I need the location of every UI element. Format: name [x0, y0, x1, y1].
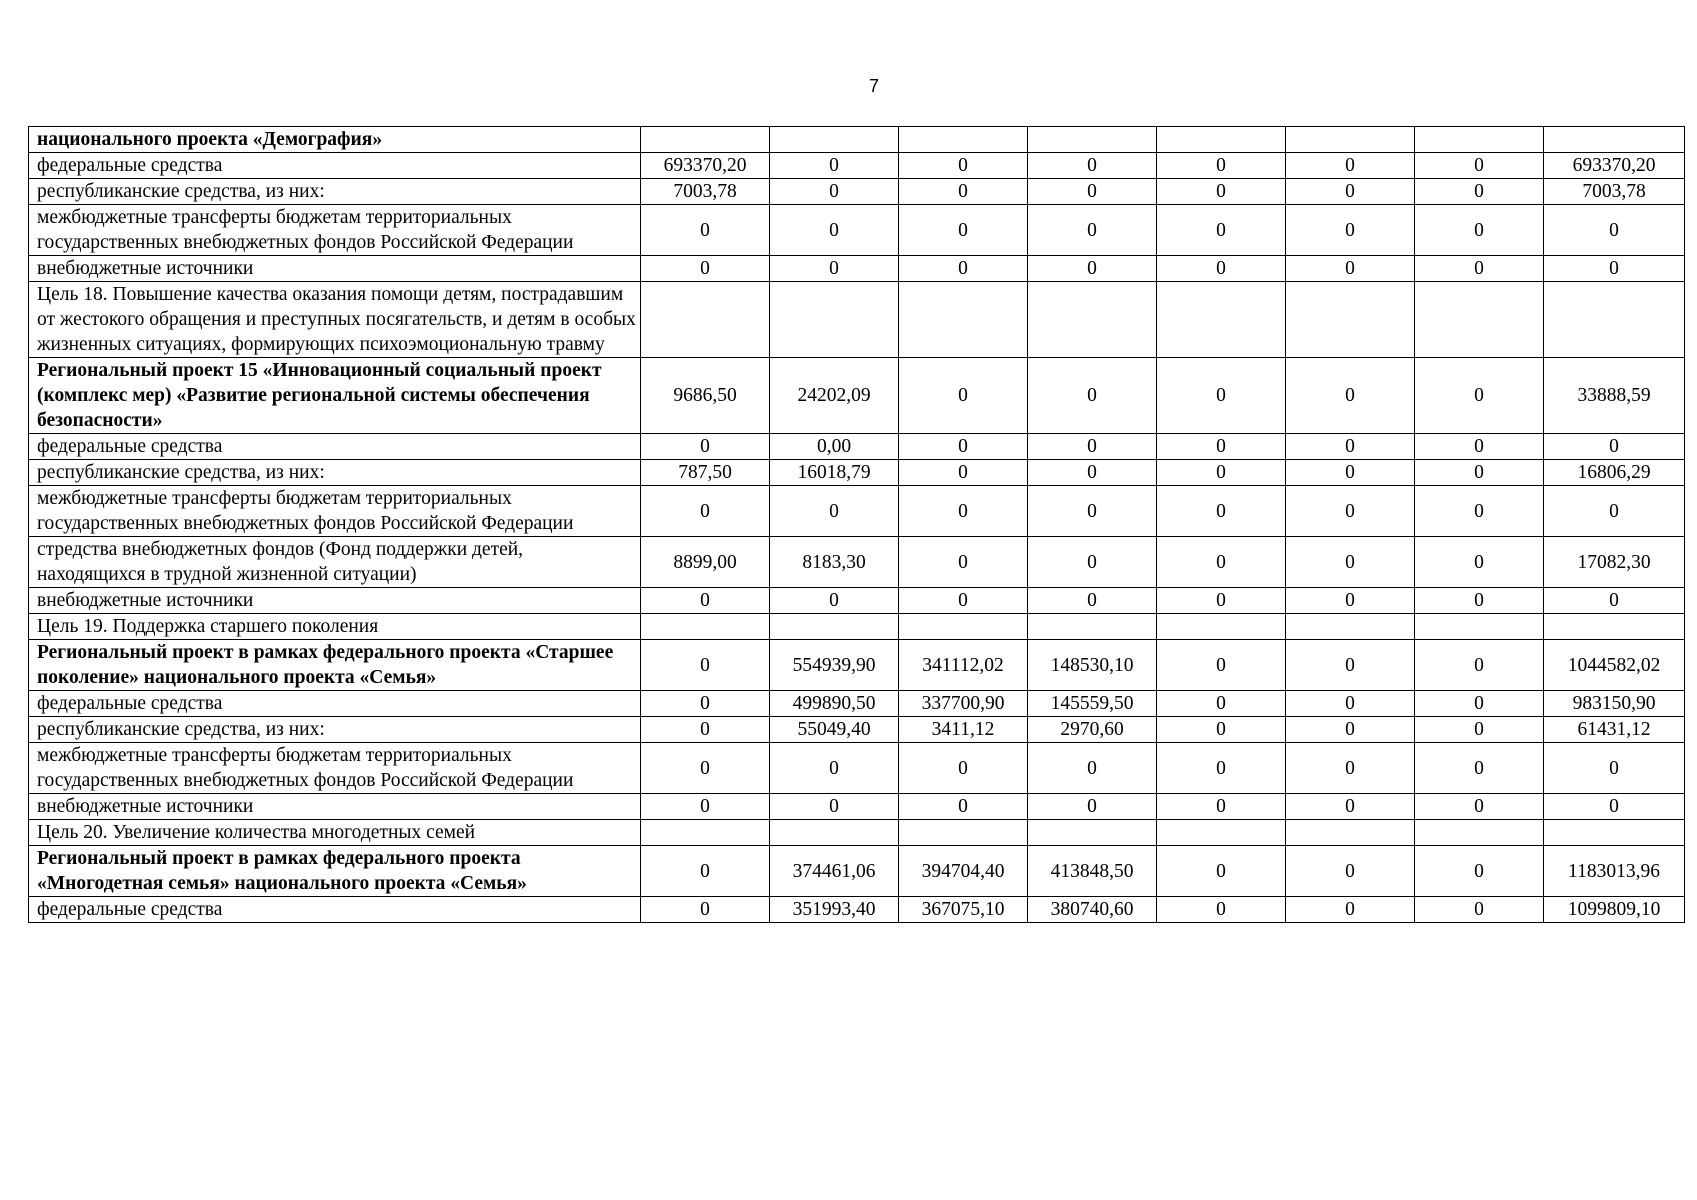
row-value-cell: 0 [1286, 691, 1415, 717]
row-label: Региональный проект 15 «Инновационный социальный проект (комплекс мер) «Развитие региональной системы обеспечения безопасности» [29, 358, 641, 434]
row-value-cell: 0 [1415, 897, 1544, 923]
row-value-cell: 0 [641, 794, 770, 820]
row-value-cell: 0 [1415, 588, 1544, 614]
row-value-cell: 0 [1415, 717, 1544, 743]
row-value-cell [641, 282, 770, 358]
row-label: стредства внебюджетных фондов (Фонд поддержки детей, находящихся в трудной жизненной ситуации) [29, 537, 641, 588]
row-label: Цель 20. Увеличение количества многодетных семей [29, 820, 641, 846]
table-row [29, 820, 1685, 846]
row-value-cell: 0 [770, 153, 899, 179]
row-value-cell: 367075,10 [899, 897, 1028, 923]
row-value-cell [1415, 282, 1544, 358]
row-value-cell: 0 [641, 717, 770, 743]
row-label: внебюджетные источники [29, 256, 641, 282]
table-row [29, 717, 1685, 743]
row-total-cell: 0 [1544, 588, 1685, 614]
row-value-cell: 7003,78 [641, 179, 770, 205]
row-value-cell [899, 614, 1028, 640]
row-value-cell: 0 [1286, 537, 1415, 588]
row-value-cell [1415, 820, 1544, 846]
table-row [29, 460, 1685, 486]
table-row [29, 897, 1685, 923]
row-value-cell: 0 [770, 205, 899, 256]
row-value-cell [1028, 282, 1157, 358]
row-value-cell: 0 [1286, 358, 1415, 434]
row-value-cell: 0 [770, 486, 899, 537]
row-total-cell: 1183013,96 [1544, 846, 1685, 897]
row-total-cell: 0 [1544, 486, 1685, 537]
row-label: федеральные средства [29, 153, 641, 179]
row-value-cell: 0 [1415, 794, 1544, 820]
table-row [29, 588, 1685, 614]
row-value-cell: 0 [1415, 537, 1544, 588]
row-value-cell: 0 [1157, 794, 1286, 820]
row-value-cell: 0 [1415, 486, 1544, 537]
row-value-cell: 0 [641, 691, 770, 717]
row-value-cell: 0 [1157, 640, 1286, 691]
row-value-cell: 0 [899, 205, 1028, 256]
row-label: внебюджетные источники [29, 588, 641, 614]
row-value-cell [1286, 614, 1415, 640]
table-row [29, 153, 1685, 179]
row-value-cell: 0 [1157, 256, 1286, 282]
row-total-cell: 1044582,02 [1544, 640, 1685, 691]
row-label: республиканские средства, из них: [29, 179, 641, 205]
row-value-cell [899, 282, 1028, 358]
row-label: федеральные средства [29, 691, 641, 717]
page-number: 7 [868, 76, 879, 96]
row-value-cell: 0 [1286, 897, 1415, 923]
row-value-cell: 0 [1157, 486, 1286, 537]
row-value-cell: 0 [1415, 846, 1544, 897]
row-value-cell: 3411,12 [899, 717, 1028, 743]
row-value-cell [1286, 282, 1415, 358]
row-value-cell [1157, 282, 1286, 358]
row-value-cell: 0 [641, 205, 770, 256]
row-value-cell: 413848,50 [1028, 846, 1157, 897]
row-value-cell: 0 [1286, 486, 1415, 537]
row-value-cell [1157, 614, 1286, 640]
row-value-cell [1028, 127, 1157, 153]
row-total-cell: 0 [1544, 256, 1685, 282]
row-label: межбюджетные трансферты бюджетам территориальных государственных внебюджетных фондов Российской Федерации [29, 486, 641, 537]
row-value-cell: 16018,79 [770, 460, 899, 486]
table-row [29, 205, 1685, 256]
row-label: Региональный проект в рамках федерального проекта «Многодетная семья» национального проекта «Семья» [29, 846, 641, 897]
row-value-cell: 0 [899, 537, 1028, 588]
row-value-cell: 0 [1415, 640, 1544, 691]
row-value-cell: 0,00 [770, 434, 899, 460]
row-value-cell: 0 [1286, 434, 1415, 460]
row-value-cell: 0 [1028, 537, 1157, 588]
row-value-cell: 0 [1157, 897, 1286, 923]
row-value-cell: 0 [641, 897, 770, 923]
row-value-cell: 0 [1157, 691, 1286, 717]
row-value-cell: 0 [770, 743, 899, 794]
row-value-cell: 0 [1286, 794, 1415, 820]
row-value-cell: 0 [1157, 179, 1286, 205]
row-value-cell: 0 [899, 794, 1028, 820]
row-value-cell: 0 [770, 256, 899, 282]
row-value-cell: 2970,60 [1028, 717, 1157, 743]
row-value-cell: 0 [1286, 640, 1415, 691]
row-total-cell: 0 [1544, 794, 1685, 820]
row-total-cell [1544, 820, 1685, 846]
table-row [29, 846, 1685, 897]
row-value-cell: 0 [1286, 743, 1415, 794]
table-row [29, 614, 1685, 640]
budget-table [28, 126, 1685, 923]
row-total-cell: 0 [1544, 205, 1685, 256]
row-value-cell: 0 [1028, 205, 1157, 256]
row-value-cell: 0 [899, 434, 1028, 460]
table-row [29, 179, 1685, 205]
table-row [29, 691, 1685, 717]
row-value-cell: 0 [641, 640, 770, 691]
row-value-cell: 337700,90 [899, 691, 1028, 717]
row-value-cell: 0 [1415, 256, 1544, 282]
row-value-cell: 380740,60 [1028, 897, 1157, 923]
row-value-cell [899, 820, 1028, 846]
row-total-cell [1544, 614, 1685, 640]
row-value-cell [770, 282, 899, 358]
row-label: республиканские средства, из них: [29, 717, 641, 743]
table-row [29, 537, 1685, 588]
row-value-cell: 0 [899, 486, 1028, 537]
row-value-cell: 0 [1157, 846, 1286, 897]
row-value-cell: 0 [1415, 358, 1544, 434]
row-value-cell: 0 [899, 179, 1028, 205]
row-value-cell [1286, 127, 1415, 153]
row-value-cell [770, 614, 899, 640]
row-total-cell: 17082,30 [1544, 537, 1685, 588]
row-value-cell: 148530,10 [1028, 640, 1157, 691]
row-value-cell: 0 [1028, 153, 1157, 179]
row-value-cell: 0 [1415, 460, 1544, 486]
row-value-cell [1157, 127, 1286, 153]
row-value-cell: 0 [1028, 743, 1157, 794]
row-value-cell: 0 [1286, 588, 1415, 614]
row-value-cell: 0 [1157, 588, 1286, 614]
row-value-cell [770, 820, 899, 846]
row-value-cell: 0 [899, 743, 1028, 794]
row-value-cell: 0 [770, 588, 899, 614]
row-value-cell: 0 [1157, 153, 1286, 179]
row-value-cell: 0 [1157, 460, 1286, 486]
row-total-cell: 61431,12 [1544, 717, 1685, 743]
row-total-cell: 693370,20 [1544, 153, 1685, 179]
row-value-cell: 499890,50 [770, 691, 899, 717]
row-value-cell: 0 [899, 588, 1028, 614]
table-row [29, 256, 1685, 282]
row-total-cell: 7003,78 [1544, 179, 1685, 205]
row-value-cell [641, 614, 770, 640]
row-value-cell [1157, 820, 1286, 846]
row-value-cell [1415, 127, 1544, 153]
row-value-cell: 0 [1157, 205, 1286, 256]
table-row [29, 486, 1685, 537]
row-label: Региональный проект в рамках федерального проекта «Старшее поколение» национального проекта «Семья» [29, 640, 641, 691]
row-total-cell [1544, 127, 1685, 153]
row-label: Цель 19. Поддержка старшего поколения [29, 614, 641, 640]
row-value-cell: 0 [770, 794, 899, 820]
row-value-cell: 0 [1286, 256, 1415, 282]
row-value-cell: 0 [1028, 486, 1157, 537]
row-total-cell: 0 [1544, 743, 1685, 794]
row-value-cell: 0 [1286, 846, 1415, 897]
row-value-cell: 24202,09 [770, 358, 899, 434]
row-value-cell: 0 [1415, 205, 1544, 256]
row-value-cell: 0 [641, 588, 770, 614]
row-value-cell [641, 820, 770, 846]
row-value-cell: 0 [899, 358, 1028, 434]
table-row [29, 127, 1685, 153]
table-row [29, 640, 1685, 691]
table-row [29, 743, 1685, 794]
row-value-cell [770, 127, 899, 153]
row-value-cell: 0 [1415, 743, 1544, 794]
row-value-cell: 0 [770, 179, 899, 205]
row-label: федеральные средства [29, 434, 641, 460]
row-value-cell: 554939,90 [770, 640, 899, 691]
row-value-cell [899, 127, 1028, 153]
row-total-cell [1544, 282, 1685, 358]
row-value-cell: 0 [1028, 794, 1157, 820]
row-value-cell: 0 [1286, 460, 1415, 486]
row-value-cell: 351993,40 [770, 897, 899, 923]
row-value-cell: 0 [1286, 153, 1415, 179]
row-value-cell: 0 [1415, 434, 1544, 460]
row-value-cell: 0 [1286, 179, 1415, 205]
row-value-cell: 0 [1157, 358, 1286, 434]
row-value-cell: 0 [1157, 434, 1286, 460]
row-value-cell: 374461,06 [770, 846, 899, 897]
row-value-cell: 0 [899, 256, 1028, 282]
row-label: межбюджетные трансферты бюджетам территориальных государственных внебюджетных фондов Российской Федерации [29, 205, 641, 256]
row-value-cell: 0 [899, 153, 1028, 179]
row-value-cell [1028, 820, 1157, 846]
row-value-cell: 0 [1415, 153, 1544, 179]
row-value-cell: 0 [1028, 358, 1157, 434]
row-label: межбюджетные трансферты бюджетам территориальных государственных внебюджетных фондов Российской Федерации [29, 743, 641, 794]
row-value-cell: 9686,50 [641, 358, 770, 434]
row-value-cell: 8183,30 [770, 537, 899, 588]
row-value-cell: 0 [641, 743, 770, 794]
row-total-cell: 33888,59 [1544, 358, 1685, 434]
row-label: национального проекта «Демография» [29, 127, 641, 153]
row-value-cell: 0 [1415, 179, 1544, 205]
row-value-cell: 0 [1028, 460, 1157, 486]
row-label: федеральные средства [29, 897, 641, 923]
row-label: внебюджетные источники [29, 794, 641, 820]
row-value-cell [1028, 614, 1157, 640]
row-label: Цель 18. Повышение качества оказания помощи детям, пострадавшим от жестокого обращения и преступных посягательств, и детям в особых жизненных ситуациях, формирующих психоэмоциональную травму [29, 282, 641, 358]
table-row [29, 434, 1685, 460]
row-value-cell: 341112,02 [899, 640, 1028, 691]
row-value-cell: 0 [1286, 205, 1415, 256]
row-value-cell: 0 [1415, 691, 1544, 717]
row-value-cell: 0 [641, 434, 770, 460]
row-total-cell: 1099809,10 [1544, 897, 1685, 923]
row-value-cell: 0 [1157, 537, 1286, 588]
row-value-cell: 0 [1028, 179, 1157, 205]
row-value-cell [1415, 614, 1544, 640]
row-value-cell [1286, 820, 1415, 846]
row-value-cell: 394704,40 [899, 846, 1028, 897]
row-value-cell: 0 [1286, 717, 1415, 743]
row-value-cell: 145559,50 [1028, 691, 1157, 717]
row-value-cell: 8899,00 [641, 537, 770, 588]
row-value-cell: 55049,40 [770, 717, 899, 743]
table-row [29, 358, 1685, 434]
row-value-cell: 0 [1157, 717, 1286, 743]
row-value-cell: 0 [899, 460, 1028, 486]
row-value-cell: 0 [1157, 743, 1286, 794]
row-value-cell [641, 127, 770, 153]
row-value-cell: 693370,20 [641, 153, 770, 179]
row-value-cell: 0 [641, 486, 770, 537]
row-value-cell: 0 [1028, 256, 1157, 282]
row-total-cell: 0 [1544, 434, 1685, 460]
row-label: республиканские средства, из них: [29, 460, 641, 486]
row-value-cell: 0 [641, 256, 770, 282]
table-row [29, 282, 1685, 358]
table-row [29, 794, 1685, 820]
table-body [29, 127, 1685, 923]
row-value-cell: 0 [1028, 588, 1157, 614]
row-value-cell: 0 [1028, 434, 1157, 460]
row-value-cell: 0 [641, 846, 770, 897]
row-value-cell: 787,50 [641, 460, 770, 486]
row-total-cell: 16806,29 [1544, 460, 1685, 486]
row-total-cell: 983150,90 [1544, 691, 1685, 717]
